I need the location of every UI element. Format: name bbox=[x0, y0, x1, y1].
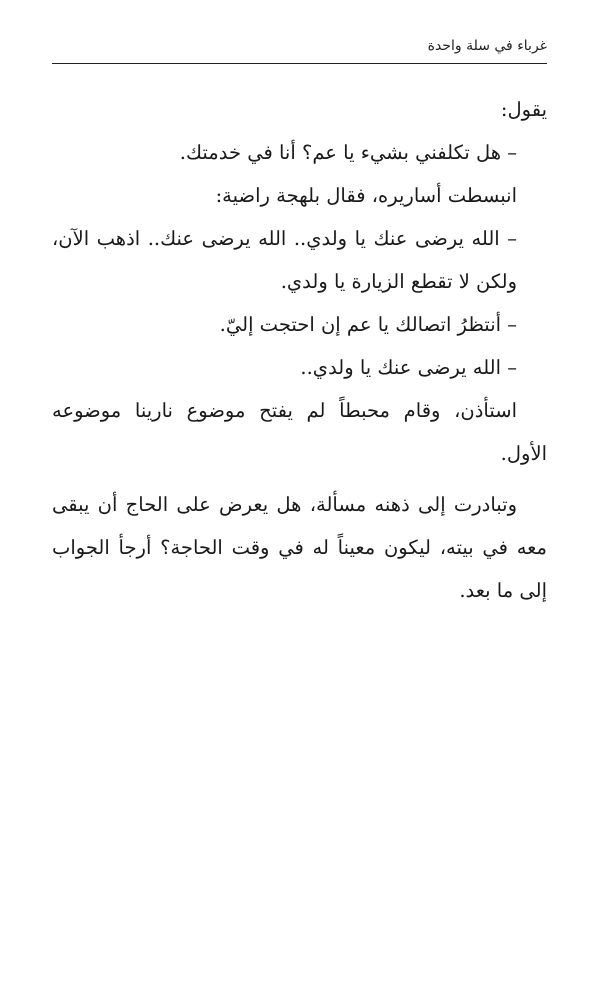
dialogue-line-3: – أنتظرُ اتصالك يا عم إن احتجت إليّ. bbox=[219, 313, 517, 336]
dialogue-line-1: – هل تكلفني بشيء يا عم؟ أنا في خدمتك. bbox=[179, 141, 517, 164]
paragraph-2-line-1: وتبادرت إلى ذهنه مسألة، هل يعرض على الحاج أن يبقى bbox=[52, 493, 517, 516]
body-text bbox=[52, 88, 547, 612]
text-line-1: يقول: bbox=[500, 98, 547, 121]
paragraph-2-line-2: معه في بيته، ليكون معيناً له في وقت الحاجة؟ أرجأ الجواب bbox=[52, 536, 547, 559]
paragraph-1-line-1: استأذن، وقام محبطاً لم يفتح موضوع نارينا موضوعه bbox=[52, 399, 517, 422]
paragraph-2-line-3: إلى ما بعد. bbox=[459, 579, 547, 602]
text-line-2: انبسطت أساريره، فقال بلهجة راضية: bbox=[215, 184, 517, 207]
running-header-title: غرباء في سلة واحدة bbox=[427, 38, 547, 54]
dialogue-line-4: – الله يرضى عنك يا ولدي.. bbox=[300, 356, 517, 379]
dialogue-line-2-continued: ولكن لا تقطع الزيارة يا ولدي. bbox=[280, 270, 517, 293]
paragraph-1-line-2: الأول. bbox=[500, 442, 547, 465]
running-header bbox=[52, 36, 547, 64]
dialogue-line-2: – الله يرضى عنك يا ولدي.. الله يرضى عنك.. اذهب الآن، bbox=[52, 227, 517, 250]
